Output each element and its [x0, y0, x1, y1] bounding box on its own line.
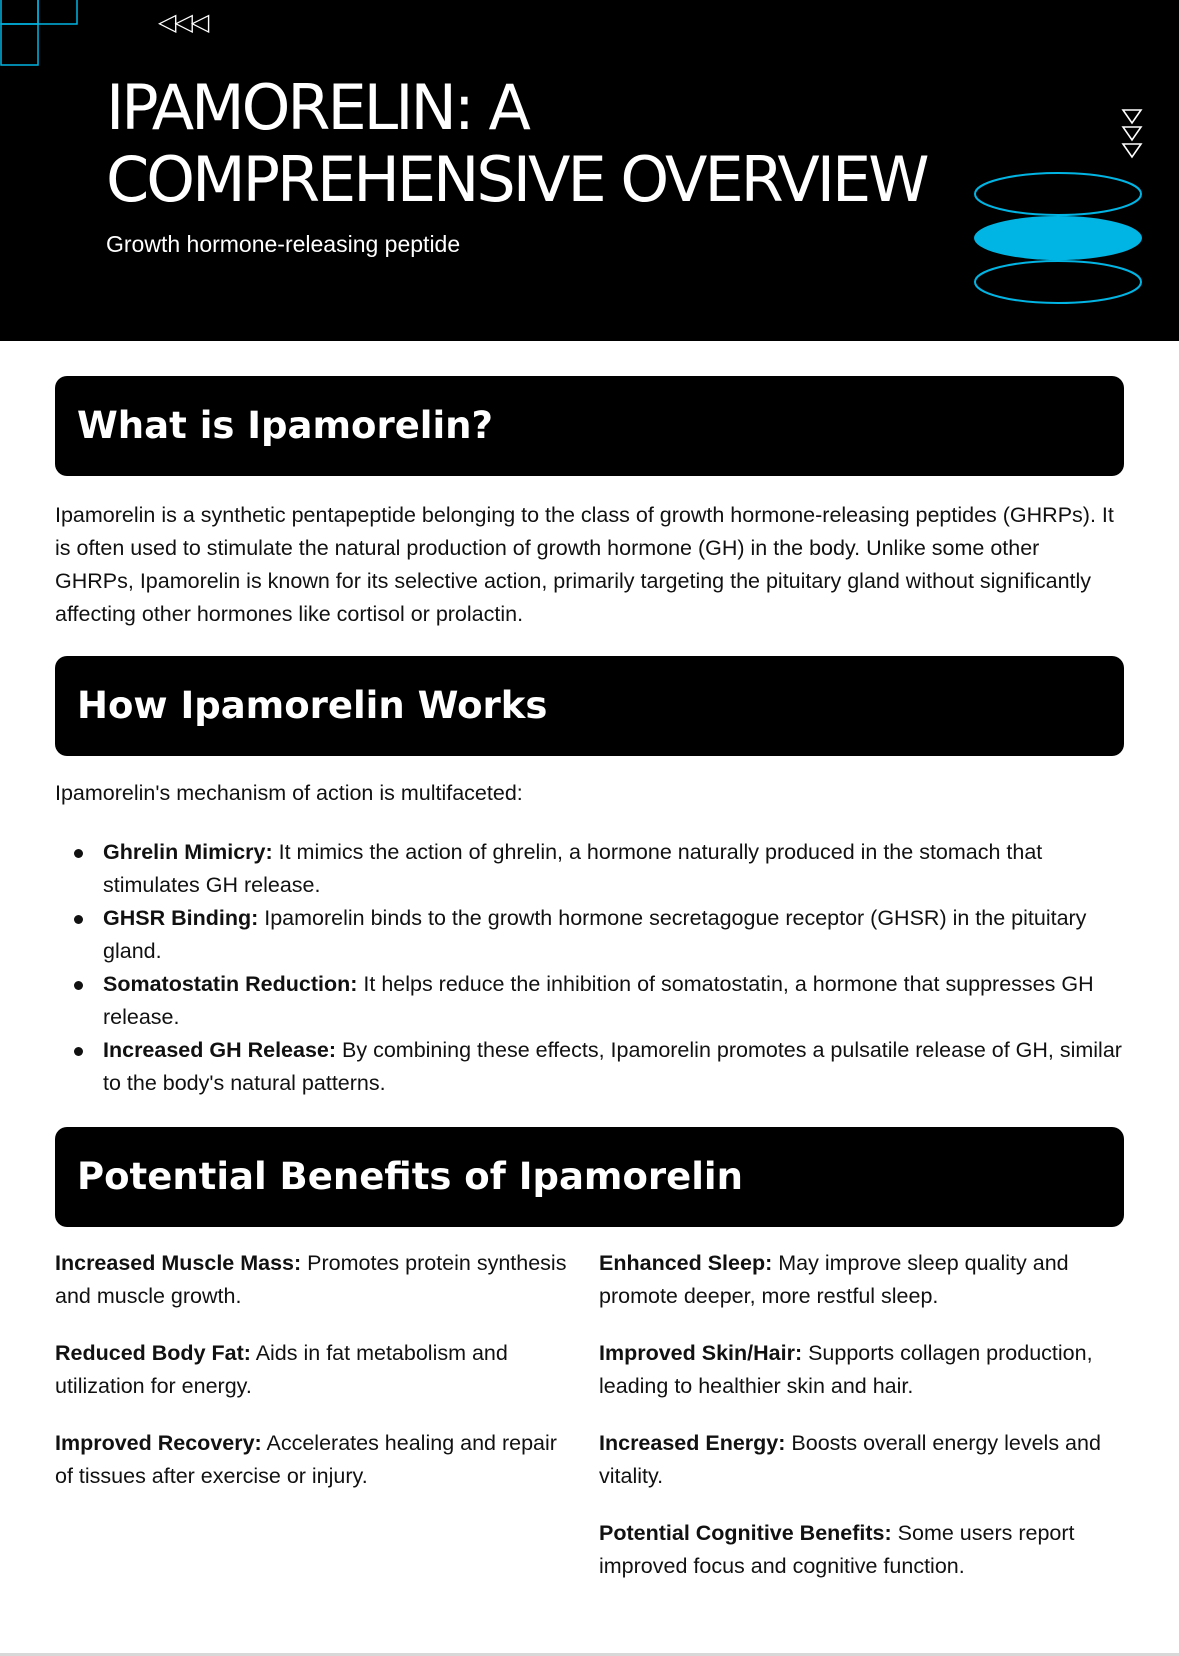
mechanism-list — [55, 836, 1124, 1100]
list-item: Somatostatin Reduction: It helps reduce the inhibition of somatostatin, a hormone that suppresses GH release. — [55, 968, 1124, 1034]
benefits-column-right — [599, 1247, 1119, 1607]
bullet-dot-icon — [74, 915, 83, 924]
how-intro: Ipamorelin's mechanism of action is multifaceted: — [55, 781, 523, 805]
triangle-down-icon — [1120, 108, 1144, 162]
page-title: IPAMORELIN: A COMPREHENSIVE OVERVIEW — [106, 71, 927, 216]
list-item: Increased GH Release: By combining these effects, Ipamorelin promotes a pulsatile release of GH, similar to the body's natural patterns. — [55, 1034, 1124, 1100]
list-item: GHSR Binding: Ipamorelin binds to the growth hormone secretagogue receptor (GHSR) in the pituitary gland. — [55, 902, 1124, 968]
benefit-item: Potential Cognitive Benefits: Some users report improved focus and cognitive function. — [599, 1521, 1075, 1578]
benefits-column-left — [55, 1247, 575, 1517]
section-banner-benefits — [55, 1127, 1124, 1227]
benefit-item: Enhanced Sleep: May improve sleep quality and promote deeper, more restful sleep. — [599, 1251, 1069, 1308]
grid-decoration-icon — [0, 0, 80, 70]
section-heading-benefits: Potential Benefits of Ipamorelin — [77, 1155, 743, 1198]
section-banner-what — [55, 376, 1124, 476]
benefit-item: Increased Muscle Mass: Promotes protein synthesis and muscle growth. — [55, 1251, 567, 1308]
benefit-item: Improved Recovery: Accelerates healing and repair of tissues after exercise or injury. — [55, 1431, 557, 1488]
list-item: Ghrelin Mimicry: It mimics the action of ghrelin, a hormone naturally produced in the stomach that stimulates GH release. — [55, 836, 1124, 902]
bullet-dot-icon — [74, 1047, 83, 1056]
benefit-item: Reduced Body Fat: Aids in fat metabolism and utilization for energy. — [55, 1341, 508, 1398]
section-banner-how — [55, 656, 1124, 756]
benefit-item: Increased Energy: Boosts overall energy levels and vitality. — [599, 1431, 1101, 1488]
what-paragraph: Ipamorelin is a synthetic pentapeptide belonging to the class of growth hormone-releasing peptides (GHRPs). It is often used to stimulate the natural production of growth hormone (GH) in the body. Unlike some other GHRPs, Ipamorelin is known for its selective action, primarily targeting the pituitary gland without significantly affecting other hormones like cortisol or prolactin. — [55, 503, 1114, 626]
triangle-left-icon: ◁◁◁ — [158, 8, 208, 36]
bullet-dot-icon — [74, 849, 83, 858]
section-heading-how: How Ipamorelin Works — [77, 684, 548, 727]
section-heading-what: What is Ipamorelin? — [77, 404, 493, 447]
disc-stack-icon — [972, 170, 1147, 310]
header-banner — [0, 0, 1179, 341]
bullet-dot-icon — [74, 981, 83, 990]
page-subtitle: Growth hormone-releasing peptide — [106, 231, 461, 257]
benefit-item: Improved Skin/Hair: Supports collagen production, leading to healthier skin and hair. — [599, 1341, 1093, 1398]
